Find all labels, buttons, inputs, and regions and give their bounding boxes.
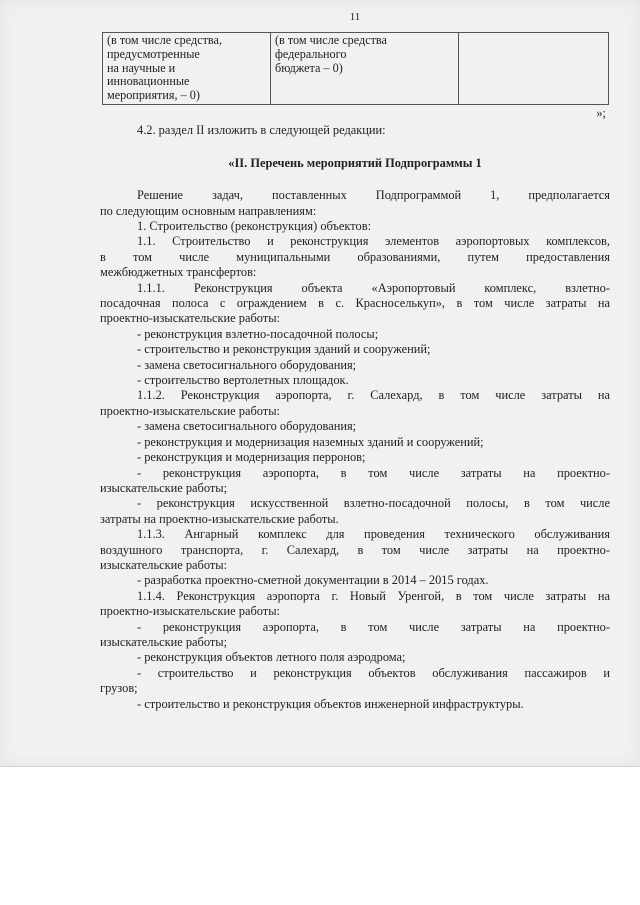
paragraph-line: межбюджетных трансфертов: xyxy=(100,265,257,280)
paragraph-line: проектно-изыскательские работы: xyxy=(100,403,280,418)
paragraph-line: - строительство и реконструкция зданий и сооружений; xyxy=(137,342,431,357)
paragraph-line: воздушного транспорта, г. Салехард, в том числе затраты на проектно- xyxy=(100,542,610,557)
paragraph-line: - строительство и реконструкция объектов обслуживания пассажиров и xyxy=(137,665,610,680)
paragraph-line: - реконструкция аэропорта, в том числе затраты на проектно- xyxy=(137,465,610,480)
paragraph-line: - реконструкция и модернизация наземных зданий и сооружений; xyxy=(137,434,484,449)
cell-line: федерального xyxy=(275,46,347,61)
paragraph xyxy=(100,589,610,620)
paragraph-line: 1. Строительство (реконструкция) объектов: xyxy=(137,219,372,234)
paragraph xyxy=(100,450,610,465)
page-number: 11 xyxy=(349,11,361,23)
paragraph xyxy=(100,188,610,219)
body-text xyxy=(100,188,610,712)
paragraph-line: 1.1.3. Ангарный комплекс для проведения технического обслуживания xyxy=(137,527,610,542)
paragraph-line: - реконструкция объектов летного поля аэродрома; xyxy=(137,650,406,665)
paragraph xyxy=(100,234,610,280)
amendment-line: 4.2. раздел II изложить в следующей редакции: xyxy=(137,123,386,138)
paragraph xyxy=(100,327,610,342)
paragraph-line: - замена светосигнального оборудования; xyxy=(137,419,357,434)
table-cell-1 xyxy=(103,33,271,105)
paragraph xyxy=(100,573,610,588)
paragraph-line: 1.1.1. Реконструкция объекта «Аэропортовый комплекс, взлетно- xyxy=(137,280,610,295)
paragraph xyxy=(100,697,610,712)
paragraph-line: - реконструкция искусственной взлетно-посадочной полосы, в том числе xyxy=(137,496,610,511)
paragraph-line: Решение задач, поставленных Подпрограммой 1, предполагается xyxy=(137,188,610,203)
closing-quote: »; xyxy=(596,105,606,120)
paragraph-line: 1.1.2. Реконструкция аэропорта, г. Салехард, в том числе затраты на xyxy=(137,388,610,403)
paragraph-line: - реконструкция аэропорта, в том числе затраты на проектно- xyxy=(137,619,610,634)
paragraph-line: - строительство вертолетных площадок. xyxy=(137,373,349,388)
paragraph xyxy=(100,666,610,697)
paragraph xyxy=(100,527,610,573)
cell-line: (в том числе средства, xyxy=(107,33,222,47)
paragraph-line: изыскательские работы; xyxy=(100,634,228,649)
section-title: «II. Перечень мероприятий Подпрограммы 1 xyxy=(228,155,482,170)
paragraph-line: изыскательские работы: xyxy=(100,557,228,572)
paragraph-line: проектно-изыскательские работы: xyxy=(100,311,280,326)
paragraph-line: - реконструкция и модернизация перронов; xyxy=(137,450,366,465)
paragraph xyxy=(100,219,610,234)
paragraph-line: 1.1. Строительство и реконструкция элементов аэропортовых комплексов, xyxy=(137,234,610,249)
paragraph xyxy=(100,496,610,527)
cell-line: (в том числе средства xyxy=(275,33,387,47)
continuation-table xyxy=(102,32,609,105)
document-page xyxy=(100,10,610,712)
paragraph-line: - разработка проектно-сметной документации в 2014 – 2015 годах. xyxy=(137,573,489,588)
paragraph xyxy=(100,388,610,419)
paragraph xyxy=(100,419,610,434)
cell-line: на научные и xyxy=(107,60,176,75)
paragraph-line: грузов; xyxy=(100,681,138,696)
paragraph-line: проектно-изыскательские работы: xyxy=(100,604,280,619)
paragraph-line: - реконструкция взлетно-посадочной полосы; xyxy=(137,326,379,341)
table-row xyxy=(103,33,609,105)
paragraph-line: - строительство и реконструкция объектов инженерной инфраструктуры. xyxy=(137,696,524,711)
paragraph xyxy=(100,435,610,450)
paragraph-line: 1.1.4. Реконструкция аэропорта г. Новый Уренгой, в том числе затраты на xyxy=(137,588,610,603)
cell-line: предусмотренные xyxy=(107,46,200,61)
cell-line: бюджета – 0) xyxy=(275,60,343,75)
paragraph xyxy=(100,342,610,357)
cell-line: инновационные xyxy=(107,74,190,89)
table-cell-3 xyxy=(459,33,609,105)
paragraph-line: в том числе муниципальными образованиями, путем предоставления xyxy=(100,249,610,264)
paragraph-line: по следующим основным направлениям: xyxy=(100,203,317,218)
paragraph xyxy=(100,620,610,651)
paragraph xyxy=(100,466,610,497)
paragraph xyxy=(100,358,610,373)
paragraph xyxy=(100,373,610,388)
paragraph-line: - замена светосигнального оборудования; xyxy=(137,357,357,372)
paragraph-line: изыскательские работы; xyxy=(100,480,228,495)
paragraph xyxy=(100,650,610,665)
cell-line: мероприятия, – 0) xyxy=(107,88,200,103)
paragraph xyxy=(100,281,610,327)
paragraph-line: посадочная полоса с ограждением в с. Красноселькуп», в том числе затраты на xyxy=(100,296,610,311)
paragraph-line: затраты на проектно-изыскательские работы. xyxy=(100,511,339,526)
table-cell-2 xyxy=(271,33,459,105)
